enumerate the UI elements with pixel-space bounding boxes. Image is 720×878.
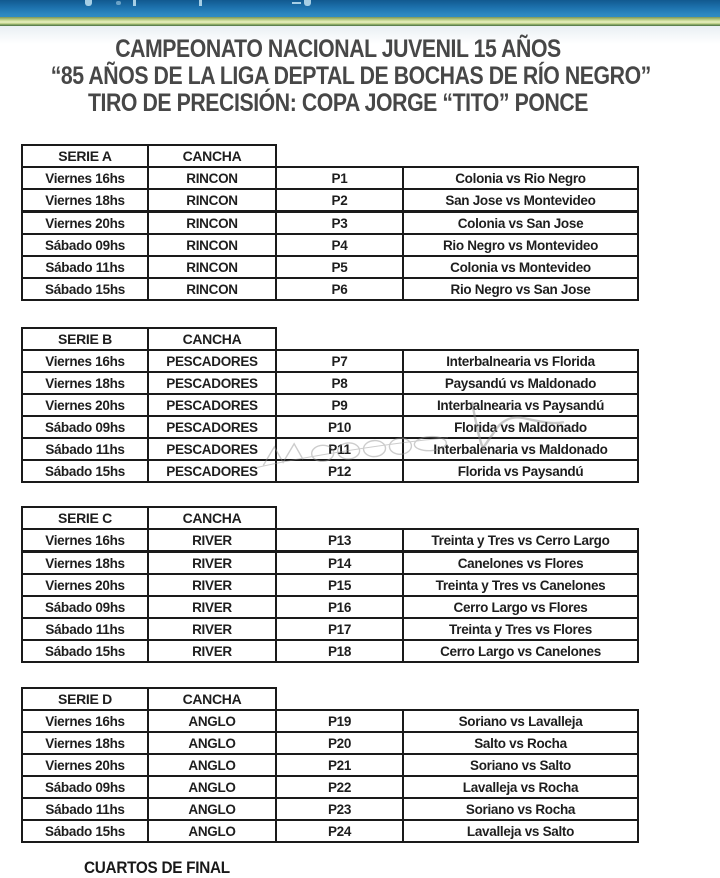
cancha-cell: PESCADORES (148, 394, 276, 416)
match-cell: Lavalleja vs Rocha (403, 776, 638, 798)
toolbar-icon-fragment (85, 0, 92, 6)
cancha-cell: ANGLO (148, 820, 276, 842)
match-cell: Rio Negro vs Montevideo (403, 234, 638, 256)
match-cell: Soriano vs Rocha (403, 798, 638, 820)
time-cell: Sábado 11hs (22, 798, 148, 820)
series-header-row (22, 507, 638, 529)
time-cell: Viernes 16hs (22, 710, 148, 732)
cancha-cell: RIVER (148, 552, 276, 575)
title-line-1: CAMPEONATO NACIONAL JUVENIL 15 AÑOS (115, 35, 561, 63)
match-cell: Florida vs Maldonado (403, 416, 638, 438)
game-number-cell: P7 (276, 350, 403, 372)
toolbar-icon-fragment (133, 0, 136, 6)
schedule-row (22, 596, 638, 618)
match-cell: Colonia vs Rio Negro (403, 167, 638, 189)
cancha-cell: RINCON (148, 212, 276, 235)
match-cell: Paysandú vs Maldonado (403, 372, 638, 394)
cancha-cell: PESCADORES (148, 438, 276, 460)
cancha-cell: PESCADORES (148, 460, 276, 482)
cancha-header-label: CANCHA (148, 328, 276, 350)
time-cell: Viernes 20hs (22, 574, 148, 596)
match-cell: Interbalnearia vs Paysandú (403, 394, 638, 416)
game-number-cell: P4 (276, 234, 403, 256)
match-cell: Colonia vs Montevideo (403, 256, 638, 278)
cancha-cell: RIVER (148, 574, 276, 596)
title-line-2: “85 AÑOS DE LA LIGA DEPTAL DE BOCHAS DE RÍO NEGRO” (50, 62, 651, 90)
time-cell: Sábado 09hs (22, 234, 148, 256)
match-cell: Soriano vs Salto (403, 754, 638, 776)
header-ghost-cell (276, 688, 403, 710)
time-cell: Viernes 18hs (22, 732, 148, 754)
game-number-cell: P15 (276, 574, 403, 596)
series-table-d (21, 687, 639, 843)
toolbar-icon-fragment (292, 2, 301, 4)
series-header-row (22, 328, 638, 350)
cancha-header-label: CANCHA (148, 507, 276, 529)
schedule-row (22, 732, 638, 754)
cancha-cell: RIVER (148, 640, 276, 662)
cancha-cell: RINCON (148, 234, 276, 256)
cancha-cell: ANGLO (148, 776, 276, 798)
serie-label: SERIE A (22, 145, 148, 167)
time-cell: Viernes 16hs (22, 350, 148, 372)
game-number-cell: P5 (276, 256, 403, 278)
time-cell: Sábado 11hs (22, 438, 148, 460)
match-cell: Lavalleja vs Salto (403, 820, 638, 842)
schedule-row (22, 234, 638, 256)
cuartos-de-final-heading: CUARTOS DE FINAL (84, 858, 230, 877)
serie-label: SERIE D (22, 688, 148, 710)
header-ghost-cell (276, 328, 403, 350)
schedule-row (22, 350, 638, 372)
time-cell: Viernes 20hs (22, 212, 148, 235)
game-number-cell: P22 (276, 776, 403, 798)
time-cell: Viernes 18hs (22, 372, 148, 394)
schedule-row (22, 754, 638, 776)
toolbar-icon-fragment (304, 0, 311, 6)
header-ghost-cell (403, 328, 638, 350)
match-cell: Cerro Largo vs Canelones (403, 640, 638, 662)
cancha-cell: PESCADORES (148, 372, 276, 394)
schedule-row (22, 574, 638, 596)
cancha-cell: RIVER (148, 529, 276, 552)
time-cell: Sábado 09hs (22, 416, 148, 438)
game-number-cell: P8 (276, 372, 403, 394)
match-cell: Rio Negro vs San Jose (403, 278, 638, 300)
match-cell: Colonia vs San Jose (403, 212, 638, 235)
cancha-cell: RINCON (148, 256, 276, 278)
game-number-cell: P23 (276, 798, 403, 820)
document-title (50, 35, 651, 117)
match-cell: Interbalenaria vs Maldonado (403, 438, 638, 460)
cancha-cell: RINCON (148, 278, 276, 300)
time-cell: Sábado 09hs (22, 776, 148, 798)
header-ghost-cell (276, 145, 403, 167)
time-cell: Sábado 15hs (22, 460, 148, 482)
cancha-cell: RINCON (148, 189, 276, 212)
game-number-cell: P17 (276, 618, 403, 640)
time-cell: Viernes 18hs (22, 189, 148, 212)
time-cell: Sábado 15hs (22, 278, 148, 300)
schedule-row (22, 212, 638, 235)
serie-label: SERIE C (22, 507, 148, 529)
match-cell: San Jose vs Montevideo (403, 189, 638, 212)
schedule-row (22, 776, 638, 798)
time-cell: Sábado 11hs (22, 618, 148, 640)
series-header-row (22, 145, 638, 167)
game-number-cell: P9 (276, 394, 403, 416)
cancha-cell: RIVER (148, 596, 276, 618)
schedule-row (22, 820, 638, 842)
schedule-row (22, 167, 638, 189)
serie-label: SERIE B (22, 328, 148, 350)
cancha-cell: ANGLO (148, 710, 276, 732)
cancha-cell: PESCADORES (148, 416, 276, 438)
series-table-a (21, 144, 639, 301)
series-header-row (22, 688, 638, 710)
cancha-cell: ANGLO (148, 732, 276, 754)
cancha-cell: ANGLO (148, 754, 276, 776)
match-cell: Salto vs Rocha (403, 732, 638, 754)
header-ghost-cell (403, 688, 638, 710)
cancha-header-label: CANCHA (148, 688, 276, 710)
game-number-cell: P20 (276, 732, 403, 754)
game-number-cell: P11 (276, 438, 403, 460)
app-topbar (0, 0, 720, 17)
schedule-row (22, 529, 638, 552)
match-cell: Treinta y Tres vs Flores (403, 618, 638, 640)
time-cell: Sábado 09hs (22, 596, 148, 618)
match-cell: Treinta y Tres vs Cerro Largo (403, 529, 638, 552)
header-ghost-cell (276, 507, 403, 529)
game-number-cell: P21 (276, 754, 403, 776)
game-number-cell: P13 (276, 529, 403, 552)
toolbar-icon-fragment (116, 1, 121, 5)
header-ghost-cell (403, 145, 638, 167)
match-cell: Cerro Largo vs Flores (403, 596, 638, 618)
game-number-cell: P10 (276, 416, 403, 438)
series-table-c (21, 506, 639, 663)
time-cell: Viernes 20hs (22, 754, 148, 776)
cancha-cell: RINCON (148, 167, 276, 189)
schedule-row (22, 372, 638, 394)
match-cell: Treinta y Tres vs Canelones (403, 574, 638, 596)
time-cell: Viernes 16hs (22, 167, 148, 189)
game-number-cell: P24 (276, 820, 403, 842)
game-number-cell: P12 (276, 460, 403, 482)
schedule-row (22, 710, 638, 732)
match-cell: Soriano vs Lavalleja (403, 710, 638, 732)
schedule-row (22, 552, 638, 575)
schedule-row (22, 798, 638, 820)
match-cell: Florida vs Paysandú (403, 460, 638, 482)
game-number-cell: P18 (276, 640, 403, 662)
time-cell: Viernes 20hs (22, 394, 148, 416)
time-cell: Sábado 15hs (22, 820, 148, 842)
time-cell: Sábado 11hs (22, 256, 148, 278)
accent-stripe (0, 17, 720, 26)
game-number-cell: P3 (276, 212, 403, 235)
schedule-row (22, 189, 638, 212)
cancha-cell: PESCADORES (148, 350, 276, 372)
schedule-row (22, 618, 638, 640)
game-number-cell: P16 (276, 596, 403, 618)
match-cell: Interbalnearia vs Florida (403, 350, 638, 372)
watermark (240, 396, 570, 481)
game-number-cell: P6 (276, 278, 403, 300)
schedule-row (22, 640, 638, 662)
cancha-cell: ANGLO (148, 798, 276, 820)
cancha-cell: RIVER (148, 618, 276, 640)
time-cell: Viernes 16hs (22, 529, 148, 552)
title-line-3: TIRO DE PRECISIÓN: COPA JORGE “TITO” PONCE (87, 89, 589, 117)
game-number-cell: P2 (276, 189, 403, 212)
schedule-row (22, 278, 638, 300)
game-number-cell: P14 (276, 552, 403, 575)
toolbar-icon-fragment (199, 0, 202, 6)
cancha-header-label: CANCHA (148, 145, 276, 167)
game-number-cell: P19 (276, 710, 403, 732)
time-cell: Viernes 18hs (22, 552, 148, 575)
time-cell: Sábado 15hs (22, 640, 148, 662)
game-number-cell: P1 (276, 167, 403, 189)
schedule-row (22, 256, 638, 278)
header-ghost-cell (403, 507, 638, 529)
match-cell: Canelones vs Flores (403, 552, 638, 575)
